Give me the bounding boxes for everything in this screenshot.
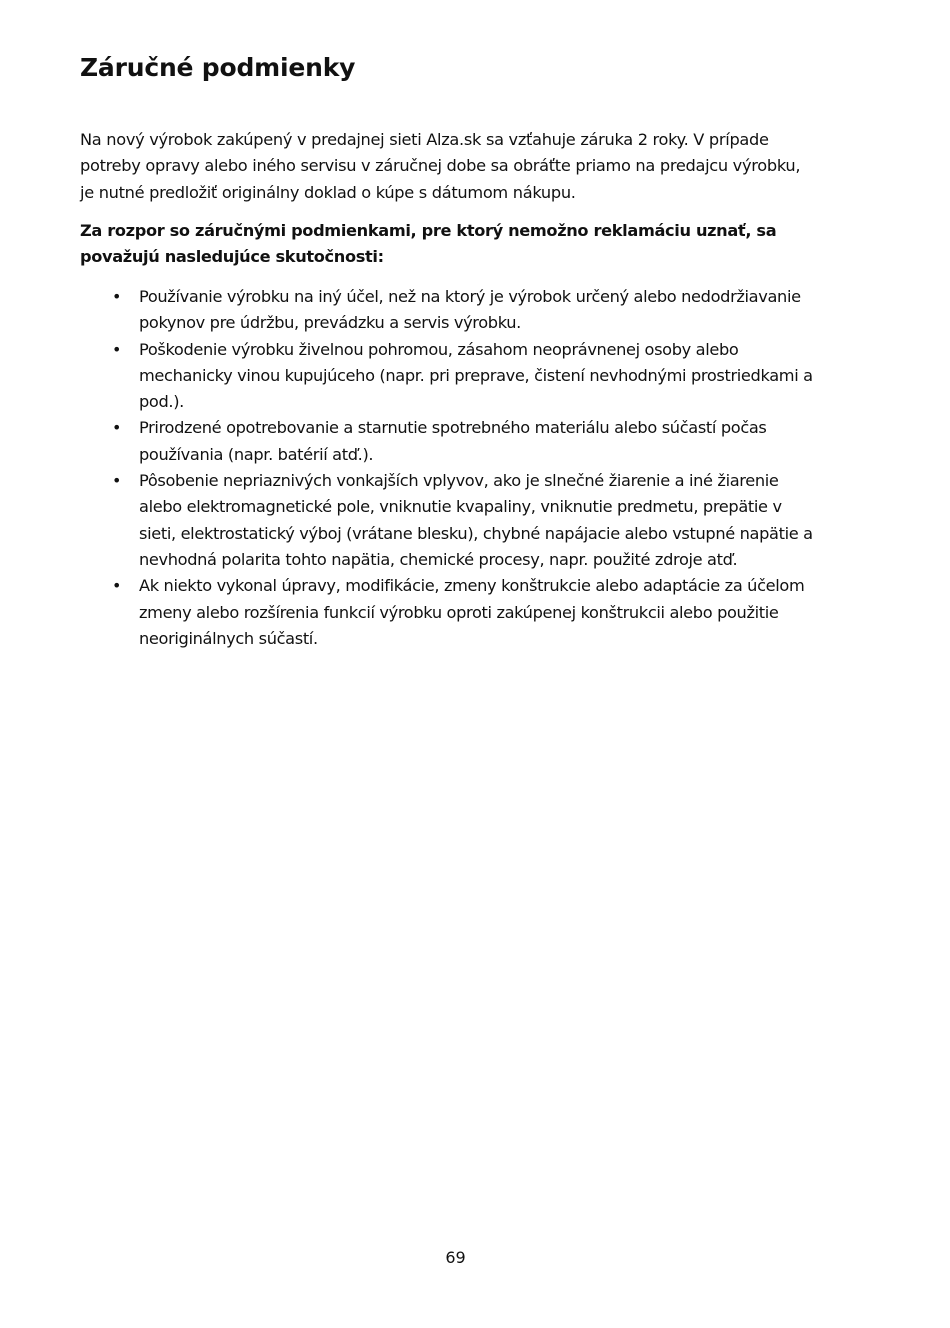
bullet-icon: • [112,576,122,596]
list-item [80,468,860,573]
list-item-line: Používanie výrobku na iný účel, než na ktorý je výrobok určený alebo nedodržiavanie [139,287,801,306]
list-item [80,573,860,652]
bullet-icon: • [112,418,122,438]
list-item-line: pokynov pre údržbu, prevádzku a servis výrobku. [139,313,521,333]
list-item-line: Prirodzené opotrebovanie a starnutie spotrebného materiálu alebo súčastí počas [139,418,767,438]
lead-line: považujú nasledujúce skutočnosti: [80,247,384,267]
list-item-line: Pôsobenie nepriaznivých vonkajších vplyvov, ako je slnečné žiarenie a iné žiarenie [139,471,779,491]
bullet-icon: • [112,287,122,306]
lead-line: Za rozpor so záručnými podmienkami, pre ktorý nemožno reklamáciu uznať, sa [80,221,777,240]
bullet-icon: • [112,339,122,359]
list-item-line: mechanicky vinou kupujúceho (napr. pri preprave, čistení nevhodnými prostriedkami a [139,365,813,385]
lead-paragraph [80,218,860,271]
conditions-list [80,284,860,652]
list-item-line: Poškodenie výrobku živelnou pohromou, zásahom neoprávnenej osoby alebo [139,339,739,359]
intro-paragraph [80,127,860,206]
list-item-line: používania (napr. batérií atď.). [139,444,374,464]
list-item-line: zmeny alebo rozšírenia funkcií výrobku oproti zakúpenej konštrukcii alebo použitie [139,602,779,622]
list-item [80,284,860,337]
list-item-line: neoriginálnych súčastí. [139,628,318,648]
list-item-line: pod.). [139,392,184,412]
intro-line: Na nový výrobok zakúpený v predajnej sieti Alza.sk sa vzťahuje záruka 2 roky. V prípade [80,130,769,149]
list-item [80,415,860,468]
page-title: Záručné podmienky [80,53,356,82]
list-item-line: nevhodná polarita tohto napätia, chemické procesy, napr. použité zdroje atď. [139,549,738,569]
page-number: 69 [445,1248,466,1267]
intro-line: potreby opravy alebo iného servisu v záručnej dobe sa obráťte priamo na predajcu výrobku, [80,156,801,176]
list-item-line: alebo elektromagnetické pole, vniknutie kvapaliny, vniknutie predmetu, prepätie v [139,497,782,517]
intro-line: je nutné predložiť originálny doklad o kúpe s dátumom nákupu. [80,182,576,202]
list-item-line: sieti, elektrostatický výboj (vrátane blesku), chybné napájacie alebo vstupné napätie a [139,523,813,543]
list-item-line: Ak niekto vykonal úpravy, modifikácie, zmeny konštrukcie alebo adaptácie za účelom [139,576,805,596]
list-item [80,337,860,416]
bullet-icon: • [112,471,122,491]
